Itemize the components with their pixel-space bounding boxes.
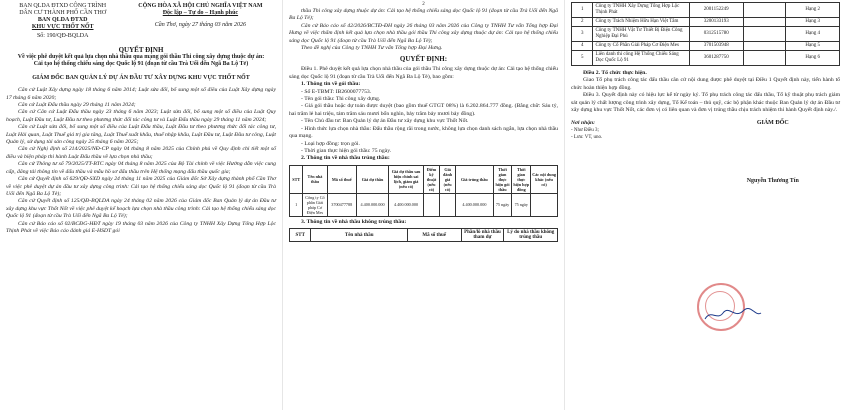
table-cell xyxy=(423,193,439,216)
signature-area xyxy=(571,120,840,185)
table-header-cell: Thời gian thực hiện hợp đồng xyxy=(513,166,530,192)
table-cell xyxy=(743,51,786,66)
signer-name: Nguyễn Thương Tín xyxy=(746,177,799,184)
table-cell: 2 xyxy=(572,18,593,27)
table-row xyxy=(572,3,840,18)
losing-bidders-table xyxy=(571,2,840,66)
document-number: Số: 190/QĐ-BQLDA xyxy=(36,33,89,39)
recipients-label: Nơi nhận: xyxy=(571,120,595,127)
recipients-block xyxy=(571,120,692,185)
winning-bidder-table xyxy=(289,165,558,217)
table-header-cell: Thời gian thực hiện gói thầu xyxy=(493,165,512,193)
table-header-cell: Phần/lô nhà thầu tham dự xyxy=(461,229,504,242)
article-2-text: Giao Tổ phụ trách công tác đấu thầu căn cứ nội dung được phê duyệt tại Điều 1 Quyết định này, tiến hành tổ chức hoàn thiện hợp đồng. xyxy=(571,77,840,91)
table-header-cell: Giá dự thầu sau hiệu chỉnh sai lệch, giảm giá (nếu có) xyxy=(389,165,424,193)
table-header-cell: Tên nhà thầu xyxy=(303,165,327,193)
table-header-cell: Giá đánh giá (nếu có) xyxy=(440,165,456,193)
table-cell: 4.400.000.000 xyxy=(456,193,494,216)
table-cell: Hạng 3 xyxy=(786,18,840,27)
package-info-item: - Tên Chủ đầu tư: Ban Quản lý dự án Đầu tư xây dựng khu vực Thốt Nốt. xyxy=(301,118,469,125)
table-header-cell: Lý do nhà thầu không trúng thầu xyxy=(504,229,558,242)
table-cell: 3200133193 xyxy=(689,18,743,27)
table-cell: Hạng 6 xyxy=(786,51,840,66)
package-info-item: - Số E-TBMT: IB2600077753. xyxy=(301,88,372,95)
table-row xyxy=(572,27,840,42)
article-2-heading: Điều 2. Tổ chức thực hiện. xyxy=(583,70,647,76)
table-cell: 3 xyxy=(572,27,593,42)
table-cell xyxy=(743,42,786,51)
preamble-paragraph: Căn cứ Nghị định số 214/2025/NĐ-CP ngày 04 tháng 8 năm 2025 của Chính phủ về Quy định chi tiết một số điều và biện pháp thi hành Luật Đấu thầu về lựa chọn nhà thầu; xyxy=(6,146,276,160)
table-cell: Liên danh thi công Hệ Thống Chiếu Sáng Dọc Quốc Lộ 91 xyxy=(593,51,689,66)
package-info-item: - Thời gian thực hiện gói thầu: 75 ngày. xyxy=(301,147,392,154)
decision-subject: Về việc phê duyệt kết quả lựa chọn nhà thầu qua mạng gói thầu Thi công xây dựng thuộc dự án: Cải tạo hệ thống chiếu sáng dọc Quốc lộ 91 (đoạn từ cầu Trà Uối đến Ngã Ba Lộ Tẻ) xyxy=(17,54,265,68)
preamble-paragraph: Căn cứ Báo cáo số 02/BCĐG-HĐT ngày 19 tháng 03 năm 2026 của Công ty TNHH Xây Dựng Tổng Hợp Lộc Thịnh Phát về việc Báo cáo đánh giá E-HSDT gói xyxy=(6,220,276,234)
table-cell: 2001152249 xyxy=(689,3,743,18)
place-date: Cần Thơ, ngày 27 tháng 03 năm 2026 xyxy=(154,22,247,28)
preamble-paragraph: Căn cứ Luật sửa đổi, bổ sung một số điều của Luật Đấu thầu, Luật Đầu tư theo phương thức đối tác công tư, Luật Hải quan, Luật Thuế giá trị gia tăng, Luật Thuế xuất khẩu, thuế nhập khẩu, Luật Đầu tư, Luật Đầu tư công, Luật Quản lý, sử dụng tài sản công ngày 25 tháng 6 năm 2025; xyxy=(6,124,276,146)
table-cell: Hạng 4 xyxy=(786,27,840,42)
table-cell: 4.400.000.000 xyxy=(356,193,388,216)
table-row xyxy=(572,51,840,66)
agency-line: KHU VỰC THỐT NỐT xyxy=(31,24,94,30)
decision-heading: QUYẾT ĐỊNH xyxy=(118,46,164,54)
table-cell: 4 xyxy=(572,42,593,51)
agency-line: BAN QLDA ĐTXD xyxy=(37,17,88,23)
table-header-row xyxy=(290,165,558,193)
handwritten-signature xyxy=(703,307,763,323)
package-info-item: - Loại hợp đồng: trọn gói. xyxy=(301,140,360,147)
table-cell: Hạng 2 xyxy=(786,3,840,18)
preamble-paragraph: Căn cứ Báo cáo số 42/2026/BCTĐ-ĐH ngày 26 tháng 03 năm 2026 của Công ty TNHH Tư vấn Tổng hợp Đại Hưng về việc thẩm định kết quả lựa chọn nhà thầu gói thầu Thi công xây dựng thuộc dự án: Cải tạo hệ thống chiếu sáng dọc Quốc lộ 91 (đoạn từ cầu Trà Uối đến Ngã Ba Lộ Tẻ); xyxy=(289,22,558,44)
table-header-row xyxy=(290,229,558,242)
table-header-cell: Mã số thuế xyxy=(407,229,461,242)
section-heading: 1. Thông tin về gói thầu: xyxy=(301,81,361,88)
table-cell: Công ty Cổ Phần Giải Pháp Cơ Điện Mes xyxy=(593,42,689,51)
table-cell xyxy=(440,193,456,216)
article-1: Điều 1. Phê duyệt kết quả lựa chọn nhà thầu của gói thầu Thi công xây dựng thuộc dự án: Cải tạo hệ thống chiếu sáng dọc Quốc lộ 91 (đoạn từ cầu Trà Uối đến Ngã Ba Lộ Tẻ), bao gồm: xyxy=(289,66,558,80)
table-cell: 3601287750 xyxy=(689,51,743,66)
agency-line: DÂN CƯ THÀNH PHỐ CẦN THƠ xyxy=(19,10,107,16)
preamble-paragraph: Căn cứ Luật Xây dựng ngày 18 tháng 6 năm 2014; Luật sửa đổi, bổ sung một số điều của Luật Xây dựng ngày 17 tháng 6 năm 2020; xyxy=(6,87,276,101)
table-header-cell: Mã số thuế xyxy=(327,165,356,193)
preamble-paragraph: Theo đề nghị của Công ty TNHH Tư vấn Tổng hợp Đại Hưng. xyxy=(301,45,443,52)
table-cell: Công ty Trách Nhiệm Hữu Hạn Việt Tâm xyxy=(593,18,689,27)
table-header-cell: Giá dự thầu xyxy=(356,165,388,193)
table-row xyxy=(572,18,840,27)
table-row xyxy=(572,42,840,51)
table-cell: Công ty Cổ phần Giải pháp Cơ Điện Mes xyxy=(303,193,327,216)
preamble xyxy=(6,87,276,235)
table-cell: 3700477788 xyxy=(327,193,356,216)
page-header xyxy=(6,3,276,40)
table-cell: 1 xyxy=(572,3,593,18)
agency-block xyxy=(6,3,119,40)
preamble-paragraph: Căn cứ Quyết định số 125/QĐ-BQLDA ngày 24 tháng 02 năm 2026 của Giám đốc Ban Quản lý dự án Đầu tư xây dựng khu vực Thốt Nốt về việc phê duyệt kế hoạch lựa chọn nhà thầu công trình: Cải tạo hệ thống chiếu sáng dọc Quốc lộ 91 (đoạn từ cầu Trà Uối đến Ngã Ba Lộ Tẻ); xyxy=(6,198,276,220)
table-cell: 75 ngày xyxy=(512,193,531,216)
table-cell: Công ty TNHH Vật Tư Thiết Bị Điện Công Nghiệp Đại Phú xyxy=(593,27,689,42)
decides-heading: QUYẾT ĐỊNH: xyxy=(399,55,448,64)
table-cell xyxy=(743,3,786,18)
table-cell: 4.400.000.000 xyxy=(389,193,424,216)
document-page-3 xyxy=(564,0,846,410)
table-cell: 0312515780 xyxy=(689,27,743,42)
table-header-cell: Tên nhà thầu xyxy=(311,229,407,242)
nation-motto: Độc lập – Tự do – Hạnh phúc xyxy=(162,10,239,16)
table-cell xyxy=(531,193,558,216)
page-number: 2 xyxy=(422,2,425,7)
authority-line: GIÁM ĐỐC BAN QUẢN LÝ DỰ ÁN ĐẦU TƯ XÂY DỰNG KHU VỰC THỐT NỐT xyxy=(32,74,250,81)
table-cell: 1 xyxy=(290,193,303,216)
table-cell: Hạng 5 xyxy=(786,42,840,51)
table-cell: 75 ngày xyxy=(493,193,512,216)
preamble-paragraph: Căn cứ Luật Đấu thầu ngày 29 tháng 11 năm 2024; xyxy=(18,102,136,109)
preamble-paragraph: Căn cứ Thông tư số 79/2025/TT-BTC ngày 04 tháng 8 năm 2025 của Bộ Tài chính về việc Hướng dẫn việc cung cấp, đăng tải thông tin về đấu thầu và mẫu hồ sơ đấu thầu trên Hệ thống mạng đấu thầu quốc gia; xyxy=(6,161,276,175)
section-heading: 3. Thông tin về nhà thầu không trúng thầu: xyxy=(301,218,407,225)
table-header-cell: Giá trúng thầu xyxy=(456,165,494,193)
table-cell xyxy=(743,27,786,42)
table-header-cell: Điểm kỹ thuật (nếu có) xyxy=(423,165,439,193)
preamble-paragraph: Căn cứ Căn cứ Luật Đấu thầu ngày 23 tháng 6 năm 2023; Luật sửa đổi, bổ sung một số điều của Luật Quy hoạch, Luật Đầu tư, Luật Đầu tư theo phương thức đối tác công tư và Luật Đấu thầu ngày 29 tháng 11 năm 2024; xyxy=(6,109,276,123)
package-info-item: - Giá gói thầu hoặc dự toán được duyệt (bao gồm thuế GTGT 08%) là 6.202.864.777 đồng. (Bằng chữ: Sáu tỷ, hai trăm lẻ hai triệu, tám trăm sáu mươi bốn nghìn, bảy trăm bảy mươi bảy đồng). xyxy=(289,103,558,117)
article-3-text: Điều 3. Quyết định này có hiệu lực kể từ ngày ký. Tổ phụ trách công tác đấu thầu, Tổ kỹ thuật phụ trách giám sát quản lý chất lượng công trình xây dựng, Tổ Kế toán – thủ quỹ, các bộ phận khác thuộc Ban Quản lý dự án Đầu tư xây dựng khu vực Thốt Nốt, các đơn vị có liên quan và đơn vị trúng thầu chịu trách nhiệm thi hành Quyết định này./. xyxy=(571,92,840,114)
nation-title: CỘNG HÒA XÃ HỘI CHỦ NGHĨA VIỆT NAM xyxy=(138,3,263,9)
agency-line: BAN QLDA ĐTXD CÔNG TRÌNH xyxy=(19,3,107,9)
document-page-2 xyxy=(282,0,564,410)
document-page-1 xyxy=(0,0,282,410)
table-cell: 5 xyxy=(572,51,593,66)
table-header-cell: STT xyxy=(290,165,303,193)
signature-space xyxy=(706,128,841,178)
package-info-item: - Hình thức lựa chọn nhà thầu: Đấu thầu rộng rãi trong nước, không lựa chọn danh sách ngắn, lựa chọn nhà thầu qua mạng. xyxy=(289,125,558,140)
preamble-paragraph: Căn cứ Quyết định số 629/QĐ-SXD ngày 24 tháng 11 năm 2025 của Giám đốc Sở Xây dựng thành phố Cần Thơ về việc phê duyệt dự án đầu tư xây dựng công trình: Cải tạo hệ thống chiếu sáng dọc Quốc lộ 91 (đoạn từ cầu Trà Uối đến Ngã Ba Lộ Tẻ); xyxy=(6,176,276,197)
section-heading: 2. Thông tin về nhà thầu trúng thầu: xyxy=(301,155,390,162)
package-info-item: - Tên gói thầu: Thi công xây dựng. xyxy=(301,96,381,103)
signer-block xyxy=(706,120,841,185)
table-row xyxy=(290,193,558,216)
table-header-cell: Các nội dung khác (nếu có) xyxy=(531,165,558,193)
nation-block xyxy=(125,3,276,40)
recipient-item: - Như Điều 3; xyxy=(571,128,599,134)
losing-bidders-table-header xyxy=(289,228,558,242)
preamble-paragraph: thầu Thi công xây dựng thuộc dự án: Cải tạo hệ thống chiếu sáng dọc Quốc lộ 91 (đoạn từ cầu Trà Uối đến Ngã Ba Lộ Tẻ); xyxy=(289,8,558,22)
table-cell: 3701503948 xyxy=(689,42,743,51)
table-cell xyxy=(743,18,786,27)
table-cell: Công ty TNHH Xây Dựng Tổng Hợp Lộc Thịnh Phát xyxy=(593,3,689,18)
director-title: GIÁM ĐỐC xyxy=(756,120,789,127)
recipient-item: - Lưu: VT, uno. xyxy=(571,135,603,141)
table-header-cell: STT xyxy=(290,229,311,242)
